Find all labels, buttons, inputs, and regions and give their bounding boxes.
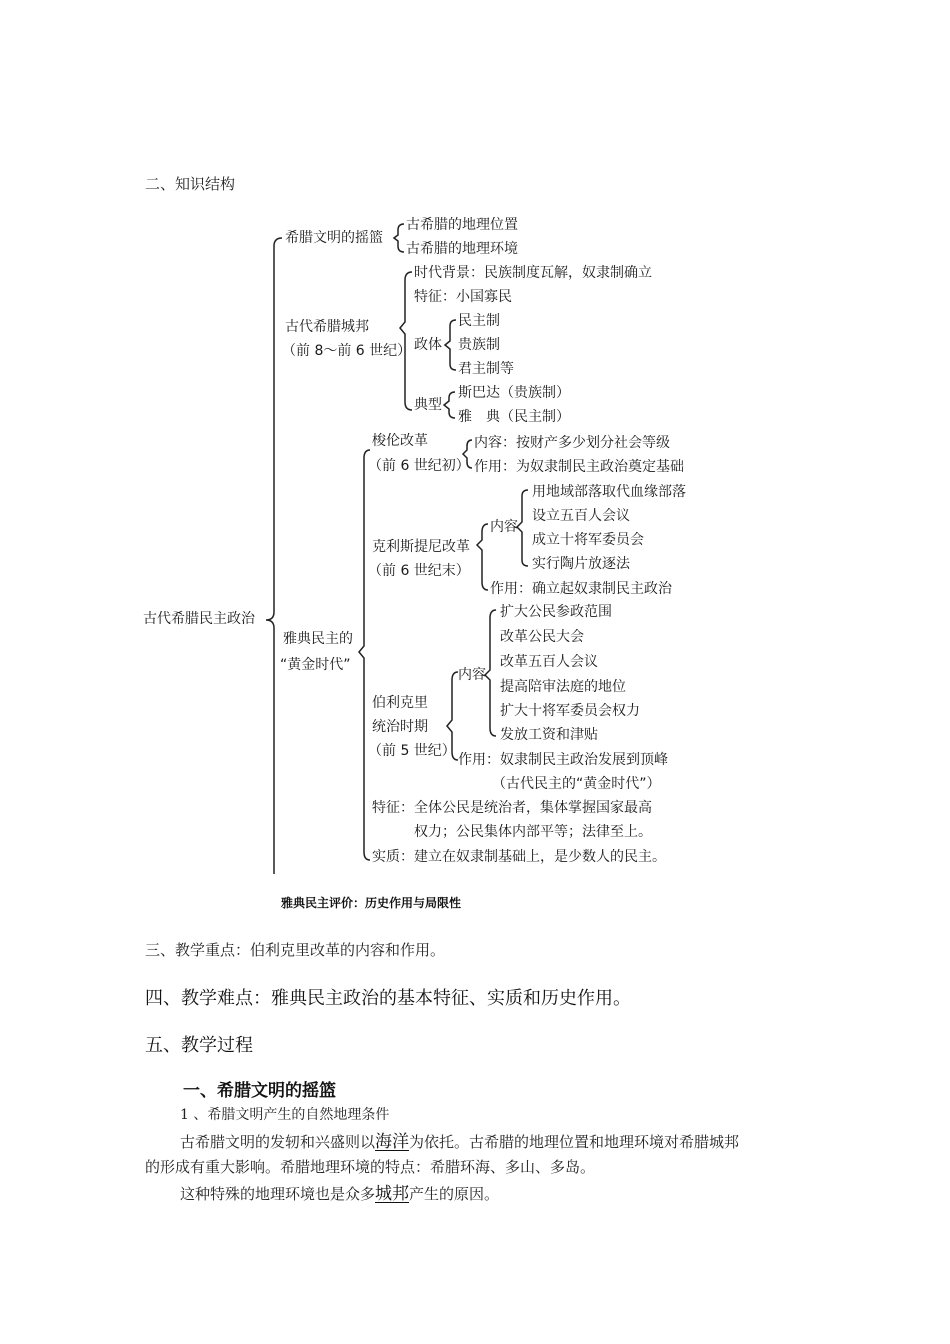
lesson-paragraph-1-cont: 的形成有重大影响。希腊地理环境的特点：希腊环海、多山、多岛。	[145, 1158, 596, 1176]
node-solon-content: 内容：按财产多少划分社会等级	[474, 435, 670, 451]
node-pericles-content: 内容	[458, 667, 486, 683]
node-typical-item: 雅 典（民主制）	[458, 409, 570, 425]
node-pericles-effect: 作用：奴隶制民主政治发展到顶峰	[458, 752, 668, 768]
keyword-ocean: 海洋	[375, 1132, 410, 1152]
node-pericles-item: 扩大公民参政范围	[500, 604, 612, 620]
bracket-polity	[445, 320, 456, 370]
node-cradle: 希腊文明的摇篮	[285, 230, 383, 246]
node-polity-item: 民主制	[458, 313, 500, 329]
node-essence: 实质：建立在奴隶制基础上，是少数人的民主。	[372, 849, 666, 865]
node-feature-cont: 权力；公民集体内部平等；法律至上。	[414, 824, 652, 840]
node-background: 时代背景：民族制度瓦解，奴隶制确立	[414, 265, 652, 281]
node-feature: 特征：全体公民是统治者，集体掌握国家最高	[372, 800, 652, 816]
paragraph-text: 这种特殊的地理环境也是众多	[180, 1185, 376, 1203]
node-polity: 政体	[414, 337, 442, 353]
paragraph-text: 产生的原因。	[409, 1185, 500, 1203]
node-feature: 特征：小国寡民	[414, 289, 512, 305]
node-cleisthenes-period: （前 6 世纪末）	[368, 563, 470, 579]
node-cleisthenes-item: 设立五百人会议	[532, 508, 630, 524]
node-pericles-item: 发放工资和津贴	[500, 727, 598, 743]
bracket-typical	[444, 392, 455, 418]
node-cradle-item: 古希腊的地理位置	[406, 217, 518, 233]
section-process: 五、教学过程	[145, 1035, 253, 1056]
node-city-state-period: （前 8～前 6 世纪）	[282, 343, 412, 359]
node-pericles-period: （前 5 世纪）	[368, 743, 456, 759]
node-pericles-period-label: 统治时期	[372, 719, 428, 735]
diagram-root: 古代希腊民主政治	[143, 611, 255, 627]
lesson-subheading: 1 、希腊文明产生的自然地理条件	[180, 1107, 390, 1123]
node-polity-item: 君主制等	[458, 361, 514, 377]
node-solon: 梭伦改革	[372, 433, 428, 449]
bracket-root	[266, 238, 282, 874]
bracket-city-state	[400, 272, 412, 410]
section-difficult-point: 四、教学难点：雅典民主政治的基本特征、实质和历史作用。	[145, 988, 631, 1009]
node-cleisthenes-content: 内容	[490, 519, 518, 535]
node-cleisthenes-item: 成立十将军委员会	[532, 532, 644, 548]
node-pericles-item: 扩大十将军委员会权力	[500, 703, 640, 719]
node-pericles-effect-note: （古代民主的“黄金时代”）	[492, 776, 661, 792]
section-knowledge-structure: 二、知识结构	[145, 175, 236, 193]
node-solon-effect: 作用：为奴隶制民主政治奠定基础	[474, 459, 684, 475]
node-pericles-item: 改革五百人会议	[500, 654, 598, 670]
node-cradle-item: 古希腊的地理环境	[406, 241, 518, 257]
diagram-caption: 雅典民主评价：历史作用与局限性	[281, 896, 462, 910]
keyword-city-state: 城邦	[375, 1184, 410, 1204]
node-cleisthenes-effect: 作用：确立起奴隶制民主政治	[490, 581, 672, 597]
node-pericles: 伯利克里	[372, 695, 428, 711]
node-typical-item: 斯巴达（贵族制）	[458, 385, 570, 401]
lesson-paragraph-1	[180, 1134, 739, 1151]
node-polity-item: 贵族制	[458, 337, 500, 353]
bracket-cleisthenes	[477, 524, 488, 590]
bracket-athens	[359, 450, 370, 860]
node-cleisthenes-item: 实行陶片放逐法	[532, 556, 630, 572]
node-pericles-item: 提高陪审法庭的地位	[500, 679, 626, 695]
paragraph-text: 古希腊文明的发轫和兴盛则以	[180, 1133, 376, 1151]
node-cleisthenes: 克利斯提尼改革	[372, 539, 470, 555]
node-athens-golden: “黄金时代”	[280, 657, 351, 673]
node-typical: 典型	[414, 397, 442, 413]
node-athens: 雅典民主的	[283, 631, 353, 647]
node-city-state: 古代希腊城邦	[285, 319, 369, 335]
paragraph-text: 为依托。古希腊的地理位置和地理环境对希腊城邦	[409, 1133, 740, 1151]
node-pericles-item: 改革公民大会	[500, 629, 584, 645]
bracket-cleisthenes-content	[517, 490, 528, 566]
lesson-paragraph-2	[180, 1186, 499, 1203]
node-solon-period: （前 6 世纪初）	[368, 458, 470, 474]
node-cleisthenes-item: 用地域部落取代血缘部落	[532, 484, 686, 500]
bracket-cradle	[394, 224, 404, 252]
section-key-point: 三、教学重点：伯利克里改革的内容和作用。	[145, 941, 446, 959]
lesson-heading: 一、希腊文明的摇篮	[183, 1081, 336, 1101]
bracket-pericles-content	[485, 610, 496, 736]
